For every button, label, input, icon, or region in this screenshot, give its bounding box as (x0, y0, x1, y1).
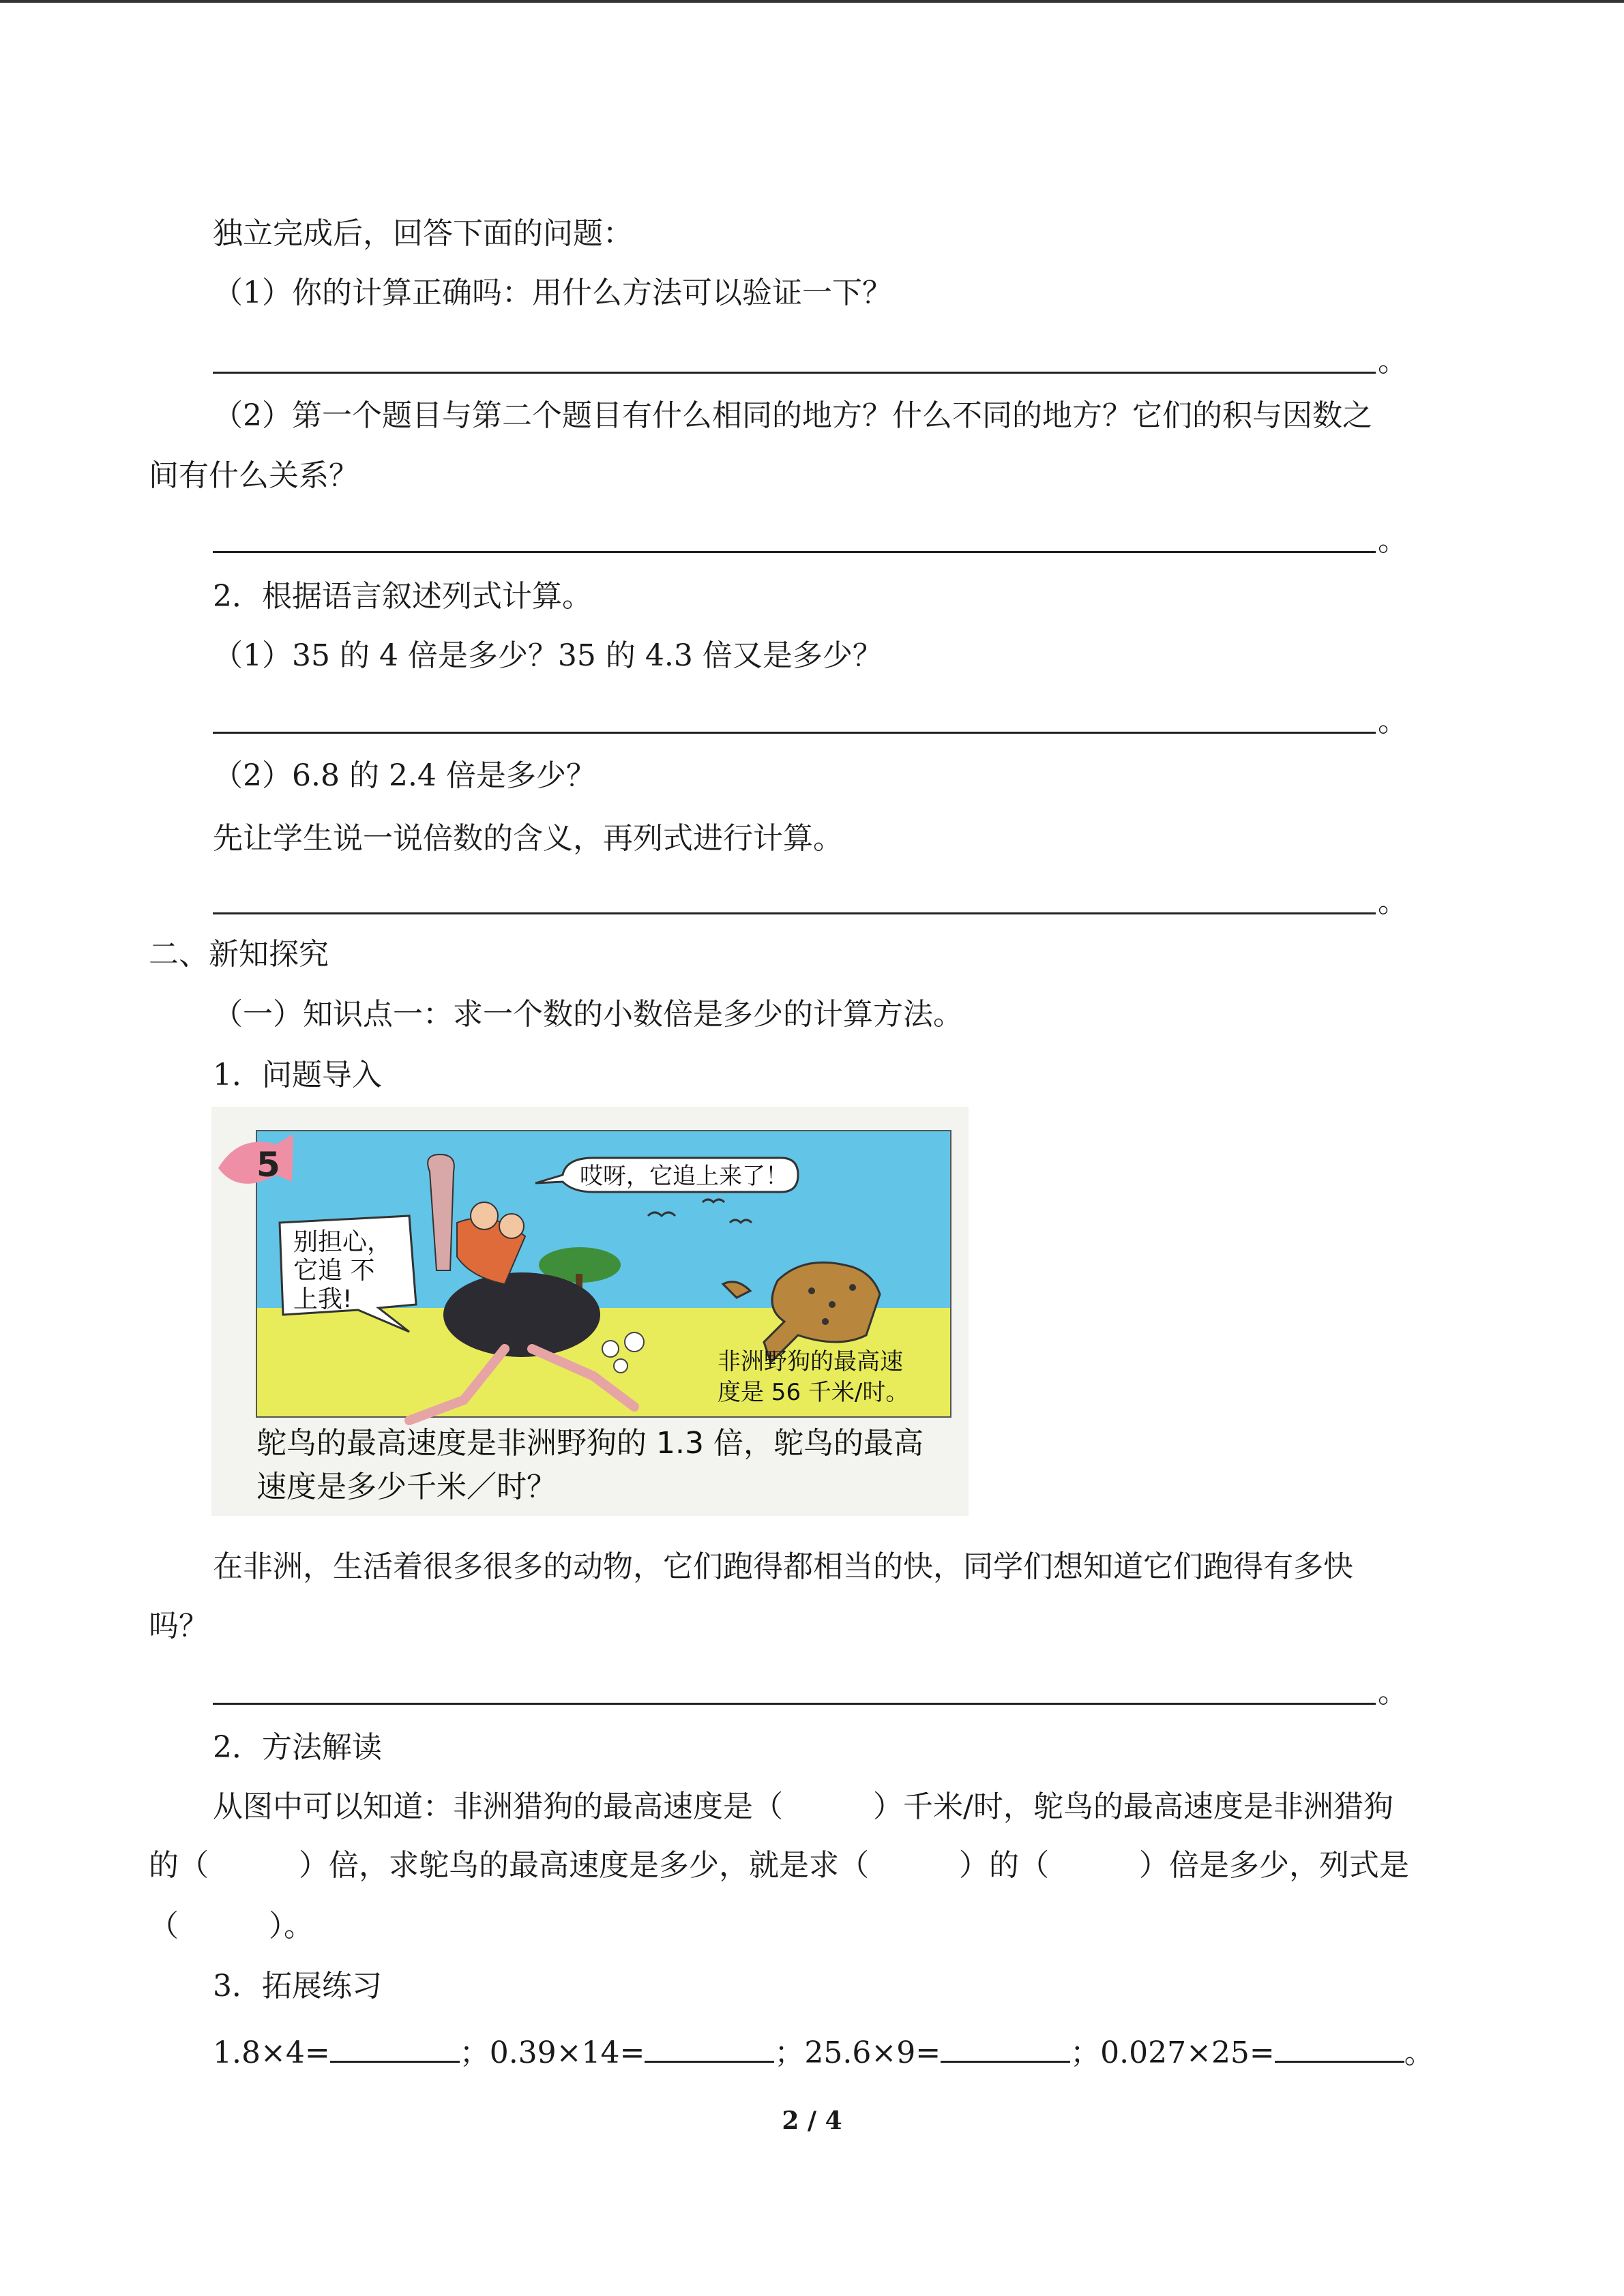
exercise-3-sep: ； (1070, 2036, 1101, 2070)
exercise-4-blank[interactable] (1275, 2029, 1404, 2063)
exercise-2-expr: 0.39×14= (489, 2036, 645, 2070)
answer-line-1[interactable] (213, 372, 1376, 374)
method-line-3: （ ）。 (149, 1909, 314, 1943)
dog-speed-label-line-2: 度是 56 千米/时。 (718, 1379, 909, 1406)
question-2-line-b: 间有什么关系？ (149, 458, 359, 493)
exercise-1-expr: 1.8×4= (213, 2036, 330, 2070)
left-bubble-line-2: 它追 不 (293, 1257, 375, 1285)
exercise-4-expr: 0.027×25= (1100, 2036, 1275, 2070)
badge-number: 5 (256, 1145, 280, 1184)
answer-line-2[interactable] (213, 551, 1376, 553)
knowledge-point-1: （一）知识点一：求一个数的小数倍是多少的计算方法。 (213, 997, 963, 1032)
answer-period-4: 。 (1378, 884, 1408, 919)
exercise-2-blank[interactable] (645, 2029, 774, 2063)
step-3-heading: 3．拓展练习 (213, 1969, 382, 2003)
answer-line-4[interactable] (213, 912, 1376, 914)
method-line-1: 从图中可以知道：非洲猎狗的最高速度是（ ）千米/时，鸵鸟的最高速度是非洲猎狗 (213, 1789, 1393, 1824)
exercise-4-sep: 。 (1404, 2036, 1434, 2070)
exercise-3-blank[interactable] (941, 2029, 1070, 2063)
right-bubble-text: 哎呀，它追上来了！ (580, 1163, 788, 1190)
answer-period-2: 。 (1378, 523, 1408, 558)
section-2-question-2: （2）6.8 的 2.4 倍是多少？ (213, 758, 596, 793)
answer-line-5[interactable] (213, 1703, 1376, 1705)
africa-line-b: 吗？ (149, 1609, 209, 1643)
answer-period-5: 。 (1378, 1675, 1408, 1710)
left-bubble-line-1: 别担心， (293, 1228, 392, 1256)
section-2-heading: 2．根据语言叙述列式计算。 (213, 579, 592, 614)
left-bubble-line-3: 上我! (293, 1285, 353, 1313)
question-1: （1）你的计算正确吗：用什么方法可以验证一下？ (213, 275, 892, 310)
page-number: 2 / 4 (782, 2106, 842, 2135)
intro-line: 独立完成后，回答下面的问题： (213, 216, 633, 251)
section-2-hint: 先让学生说一说倍数的含义，再列式进行计算。 (213, 821, 843, 856)
dog-speed-label-line-1: 非洲野狗的最高速 (718, 1348, 903, 1375)
part-2-heading: 二、新知探究 (149, 937, 329, 972)
answer-period-3: 。 (1378, 704, 1408, 739)
africa-line-a: 在非洲，生活着很多很多的动物，它们跑得都相当的快，同学们想知道它们跑得有多快 (213, 1549, 1353, 1584)
exercise-row (213, 2029, 1434, 2074)
top-border (0, 0, 1624, 3)
method-line-2: 的（ ）倍，求鸵鸟的最高速度是多少，就是求（ ）的（ ）倍是多少，列式是 (149, 1848, 1409, 1883)
answer-line-3[interactable] (213, 732, 1376, 734)
ostrich-dog-illustration (211, 1107, 969, 1516)
question-2-line-a: （2）第一个题目与第二个题目有什么相同的地方？什么不同的地方？它们的积与因数之 (213, 398, 1372, 433)
answer-period-1: 。 (1378, 344, 1408, 378)
exercise-1-sep: ； (459, 2036, 490, 2070)
exercise-1-blank[interactable] (330, 2029, 460, 2063)
step-2-heading: 2．方法解读 (213, 1730, 382, 1765)
exercise-2-sep: ； (774, 2036, 805, 2070)
illustration-caption: 鸵鸟的最高速度是非洲野狗的 1.3 倍，鸵鸟的最高速度是多少千米／时？ (256, 1426, 924, 1504)
section-2-question-1: （1）35 的 4 倍是多少？35 的 4.3 倍又是多少？ (213, 638, 883, 673)
step-1-heading: 1．问题导入 (213, 1058, 382, 1092)
exercise-3-expr: 25.6×9= (804, 2036, 941, 2070)
